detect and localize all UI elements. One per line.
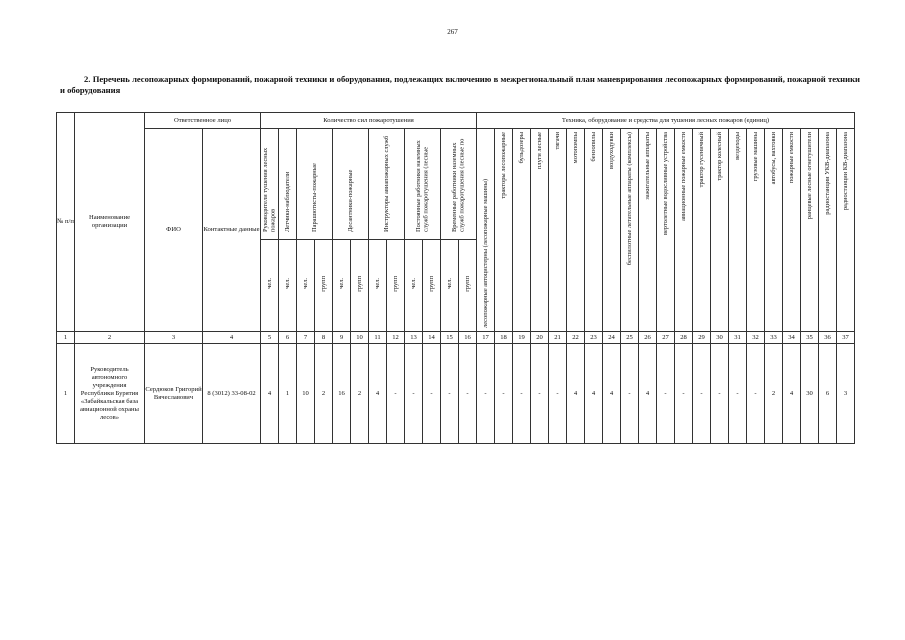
column-number: 17 <box>477 332 495 344</box>
row-value: - <box>441 344 459 444</box>
header-contact: Контактные данные <box>203 129 261 332</box>
forces-col: Временные работники наземных служб пожаротушения (лесные по <box>441 129 477 240</box>
column-number: 25 <box>621 332 639 344</box>
forces-col: Парашютисты-пожарные <box>297 129 333 240</box>
column-number: 18 <box>495 332 513 344</box>
column-number: 34 <box>783 332 801 344</box>
row-value: - <box>711 344 729 444</box>
unit-label: групп <box>315 239 333 331</box>
column-number: 6 <box>279 332 297 344</box>
row-value: - <box>675 344 693 444</box>
equip-col: тракторы лесопожарные <box>495 129 513 332</box>
column-number: 13 <box>405 332 423 344</box>
equip-col: мотопомпы <box>567 129 585 332</box>
column-number: 14 <box>423 332 441 344</box>
column-number: 32 <box>747 332 765 344</box>
equip-col: автобусы, вахтовки <box>765 129 783 332</box>
row-contact: 8 (3012) 33-08-02 <box>203 344 261 444</box>
equip-col: вертолетные водосливные устройства <box>657 129 675 332</box>
row-value: - <box>405 344 423 444</box>
forces-col: Инструкторы авиапожарных служб <box>369 129 405 240</box>
column-number: 20 <box>531 332 549 344</box>
column-number: 5 <box>261 332 279 344</box>
equip-col: трактор гусеничный <box>693 129 711 332</box>
header-org: Наименование организации <box>75 113 145 332</box>
forces-col: Десантники-пожарные <box>333 129 369 240</box>
forces-col: Постоянные работники наземных служб пожаротушения (лесные <box>405 129 441 240</box>
column-number: 3 <box>145 332 203 344</box>
equipment-table <box>56 112 855 444</box>
row-value: - <box>693 344 711 444</box>
column-number: 26 <box>639 332 657 344</box>
row-value: - <box>477 344 495 444</box>
equip-col: бульдозеры <box>513 129 531 332</box>
row-value: 4 <box>639 344 657 444</box>
section-title: 2. Перечень лесопожарных формирований, пожарной техники и оборудования, подлежащих включению в межрегиональный план маневрирования лесопожарных формирований, пожарной техники и оборудования <box>60 74 860 95</box>
equip-col: воздуходувки <box>603 129 621 332</box>
row-value: - <box>729 344 747 444</box>
unit-label: чел. <box>261 239 279 331</box>
row-org: Руководитель автономного учреждения Республики Бурятия «Забайкальская база авиационной охраны лесов» <box>75 344 145 444</box>
equip-col: авиационные пожарные емкости <box>675 129 693 332</box>
row-value: - <box>531 344 549 444</box>
column-number: 28 <box>675 332 693 344</box>
equip-col: тягачи <box>549 129 567 332</box>
unit-label: чел. <box>441 239 459 331</box>
column-number: 15 <box>441 332 459 344</box>
unit-label: групп <box>387 239 405 331</box>
equip-col: беспилотные летательные аппараты (комплексы) <box>621 129 639 332</box>
equip-col: бензопилы <box>585 129 603 332</box>
row-value: 4 <box>369 344 387 444</box>
row-value: - <box>387 344 405 444</box>
column-number: 24 <box>603 332 621 344</box>
row-value: - <box>495 344 513 444</box>
unit-label: чел. <box>405 239 423 331</box>
column-number: 7 <box>297 332 315 344</box>
row-value: 2 <box>765 344 783 444</box>
equip-col: пожарные емкости <box>783 129 801 332</box>
row-value: - <box>621 344 639 444</box>
row-value: 16 <box>333 344 351 444</box>
unit-label: чел. <box>333 239 351 331</box>
equip-col: зажигательные аппараты <box>639 129 657 332</box>
header-responsible: Ответственное лицо <box>145 113 261 129</box>
unit-label: чел. <box>297 239 315 331</box>
unit-label: групп <box>351 239 369 331</box>
column-number: 35 <box>801 332 819 344</box>
unit-label: групп <box>423 239 441 331</box>
equip-col: ранцевые лесные огнетушители <box>801 129 819 332</box>
row-value: 4 <box>603 344 621 444</box>
column-number: 11 <box>369 332 387 344</box>
column-number: 2 <box>75 332 145 344</box>
column-number: 27 <box>657 332 675 344</box>
row-value: 10 <box>297 344 315 444</box>
row-value: - <box>513 344 531 444</box>
equip-col: плуги лесные <box>531 129 549 332</box>
row-value: 1 <box>279 344 297 444</box>
column-number: 33 <box>765 332 783 344</box>
unit-label: групп <box>459 239 477 331</box>
row-value: 4 <box>261 344 279 444</box>
column-number: 36 <box>819 332 837 344</box>
row-value: - <box>459 344 477 444</box>
header-fio: ФИО <box>145 129 203 332</box>
column-number: 12 <box>387 332 405 344</box>
equip-col: вездеходы <box>729 129 747 332</box>
column-number: 1 <box>57 332 75 344</box>
equip-col: лесопожарные автоцистерны (лесопожарные машины) <box>477 129 495 332</box>
unit-label: чел. <box>369 239 387 331</box>
row-no: 1 <box>57 344 75 444</box>
column-number: 8 <box>315 332 333 344</box>
row-fio: Сердюков Григорий Вячеславович <box>145 344 203 444</box>
forces-col: Летчики-наблюдатели <box>279 129 297 240</box>
row-value: 2 <box>315 344 333 444</box>
column-number: 9 <box>333 332 351 344</box>
column-number: 22 <box>567 332 585 344</box>
row-value: 2 <box>351 344 369 444</box>
row-value: 4 <box>585 344 603 444</box>
column-number: 16 <box>459 332 477 344</box>
row-value: 4 <box>783 344 801 444</box>
header-forces: Количество сил пожаротушения <box>261 113 477 129</box>
column-number: 37 <box>837 332 855 344</box>
row-value: - <box>747 344 765 444</box>
column-number: 21 <box>549 332 567 344</box>
header-equipment: Техника, оборудование и средства для тушения лесных пожаров (единиц) <box>477 113 855 129</box>
column-number: 30 <box>711 332 729 344</box>
header-no: № п/п <box>57 113 75 332</box>
column-number: 19 <box>513 332 531 344</box>
column-number: 4 <box>203 332 261 344</box>
column-number: 10 <box>351 332 369 344</box>
column-number: 31 <box>729 332 747 344</box>
column-number: 29 <box>693 332 711 344</box>
equip-col: радиостанции КВ-диапазона <box>837 129 855 332</box>
row-value: - <box>423 344 441 444</box>
unit-label: чел. <box>279 239 297 331</box>
equip-col: грузовые машины <box>747 129 765 332</box>
row-value: - <box>549 344 567 444</box>
forces-col: Руководители тушения лесных пожаров <box>261 129 279 240</box>
row-value: - <box>657 344 675 444</box>
page-number: 267 <box>447 28 458 36</box>
row-value: 30 <box>801 344 819 444</box>
column-number: 23 <box>585 332 603 344</box>
equip-col: трактор колесный <box>711 129 729 332</box>
row-value: 3 <box>837 344 855 444</box>
row-value: 4 <box>567 344 585 444</box>
equip-col: радиостанции УКВ-диапазона <box>819 129 837 332</box>
row-value: 6 <box>819 344 837 444</box>
